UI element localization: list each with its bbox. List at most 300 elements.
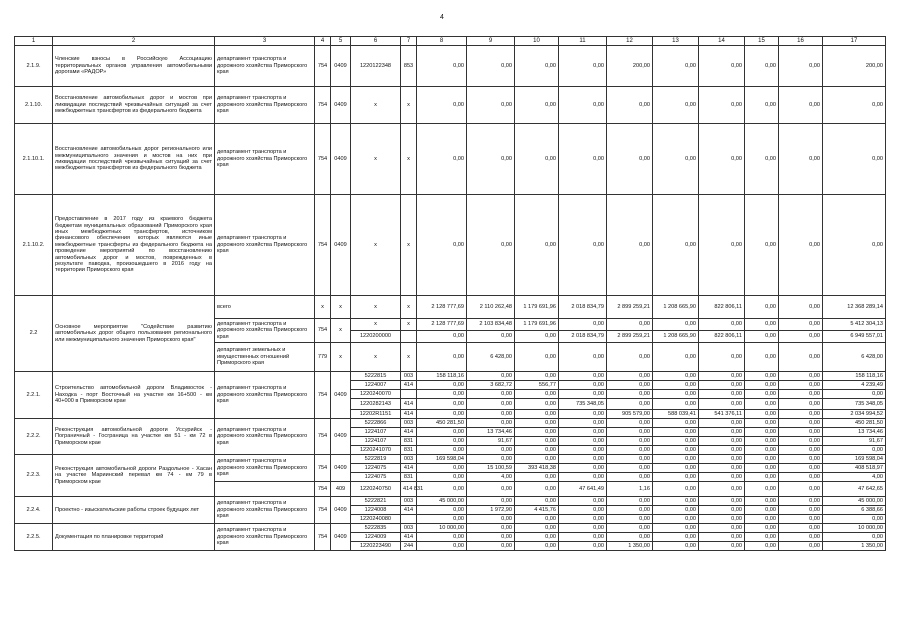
- amount-cell: 0,00: [607, 473, 653, 482]
- owner-department: департамент земельных и имущественных отношений Приморского края: [215, 343, 315, 372]
- total-amount: 13 734,46: [823, 428, 886, 437]
- total-amount: 0,00: [823, 124, 886, 195]
- target-article-code: 1220241070: [351, 446, 401, 455]
- ministry-code: 754: [315, 87, 331, 124]
- amount-cell: 0,00: [653, 533, 699, 542]
- amount-cell: 0,00: [653, 473, 699, 482]
- section-code: x: [331, 343, 351, 372]
- amount-cell: 0,00: [515, 372, 559, 381]
- item-name: Восстановление автомобильных дорог и мостов при ликвидации последствий чрезвычайных ситуаций за счет межбюджетных трансфертов из федерального бюджета: [53, 87, 215, 124]
- expense-type-code: 853: [401, 46, 417, 87]
- amount-cell: 0,00: [515, 542, 559, 551]
- amount-cell: 0,00: [653, 195, 699, 296]
- amount-cell: 0,00: [607, 506, 653, 515]
- total-amount: 0,00: [823, 87, 886, 124]
- amount-cell: 0,00: [515, 331, 559, 343]
- expense-type-code: 244: [401, 542, 417, 551]
- item-number: 2.1.10.1.: [15, 124, 53, 195]
- ministry-code: 754: [315, 319, 331, 343]
- amount-cell: 0,00: [417, 87, 467, 124]
- amount-cell: 0,00: [745, 515, 779, 524]
- owner-department: департамент транспорта и дорожного хозяйства Приморского края: [215, 87, 315, 124]
- amount-cell: 0,00: [515, 428, 559, 437]
- amount-cell: 0,00: [607, 464, 653, 473]
- amount-cell: 0,00: [653, 124, 699, 195]
- total-amount: 6 428,00: [823, 343, 886, 372]
- amount-cell: 0,00: [779, 515, 823, 524]
- amount-cell: 0,00: [559, 464, 607, 473]
- amount-cell: 0,00: [745, 319, 779, 331]
- amount-cell: 0,00: [417, 195, 467, 296]
- amount-cell: 0,00: [417, 46, 467, 87]
- amount-cell: 0,00: [559, 437, 607, 446]
- amount-cell: 0,00: [779, 542, 823, 551]
- owner-department: департамент транспорта и дорожного хозяйства Приморского края: [215, 195, 315, 296]
- section-code: 409: [331, 482, 351, 497]
- amount-cell: 0,00: [515, 497, 559, 506]
- total-amount: 6 949 557,01: [823, 331, 886, 343]
- amount-cell: 0,00: [515, 124, 559, 195]
- amount-cell: 0,00: [515, 410, 559, 419]
- amount-cell: 0,00: [607, 419, 653, 428]
- amount-cell: 0,00: [745, 372, 779, 381]
- amount-cell: 0,00: [779, 399, 823, 410]
- amount-cell: 0,00: [699, 515, 745, 524]
- amount-cell: 0,00: [467, 124, 515, 195]
- amount-cell: 0,00: [607, 195, 653, 296]
- owner-department: департамент транспорта и дорожного хозяйства Приморского края: [215, 455, 315, 482]
- amount-cell: 0,00: [417, 464, 467, 473]
- target-article-code: 5222821: [351, 497, 401, 506]
- target-article-code: 1220240080: [351, 515, 401, 524]
- amount-cell: 0,00: [559, 524, 607, 533]
- amount-cell: 0,00: [779, 524, 823, 533]
- total-amount: 2 034 994,52: [823, 410, 886, 419]
- target-article-code: 1220200000: [351, 331, 401, 343]
- amount-cell: 0,00: [467, 195, 515, 296]
- amount-cell: 0,00: [745, 455, 779, 464]
- amount-cell: 0,00: [779, 195, 823, 296]
- amount-cell: 91,67: [467, 437, 515, 446]
- table-row: [15, 524, 886, 533]
- amount-cell: 0,00: [607, 497, 653, 506]
- ministry-code: 754: [315, 497, 331, 524]
- amount-cell: 0,00: [515, 455, 559, 464]
- amount-cell: 0,00: [653, 87, 699, 124]
- amount-cell: 0,00: [699, 506, 745, 515]
- amount-cell: 0,00: [607, 455, 653, 464]
- amount-cell: 0,00: [559, 428, 607, 437]
- owner-department: всего: [215, 296, 315, 319]
- expense-type-code: 003: [401, 455, 417, 464]
- amount-cell: 2 899 259,21: [607, 331, 653, 343]
- expense-type-code: 414: [401, 410, 417, 419]
- total-amount: 45 000,00: [823, 497, 886, 506]
- amount-cell: 0,00: [515, 390, 559, 399]
- amount-cell: 0,00: [699, 464, 745, 473]
- target-article-code: 1220223490: [351, 542, 401, 551]
- column-number: 15: [745, 37, 779, 46]
- amount-cell: 0,00: [559, 195, 607, 296]
- amount-cell: 0,00: [653, 464, 699, 473]
- total-amount: 408 518,97: [823, 464, 886, 473]
- column-number: 6: [351, 37, 401, 46]
- amount-cell: 2 128 777,69: [417, 296, 467, 319]
- amount-cell: 0,00: [779, 506, 823, 515]
- expense-type-code: 414: [401, 533, 417, 542]
- expense-type-code: x: [401, 343, 417, 372]
- amount-cell: 0,00: [779, 87, 823, 124]
- table-row: [15, 296, 886, 319]
- expense-type-code: 831: [401, 473, 417, 482]
- amount-cell: 0,00: [779, 473, 823, 482]
- amount-cell: 0,00: [559, 533, 607, 542]
- table-row: [15, 87, 886, 124]
- amount-cell: 0,00: [779, 343, 823, 372]
- target-article-code: 1220282143: [351, 399, 401, 410]
- amount-cell: 0,00: [559, 87, 607, 124]
- table-row: [15, 455, 886, 464]
- amount-cell: 0,00: [779, 410, 823, 419]
- amount-cell: 0,00: [467, 533, 515, 542]
- amount-cell: 0,00: [559, 319, 607, 331]
- budget-table: [14, 36, 886, 551]
- item-name: Строительство автомобильной дороги Владивосток - Находка - порт Восточный на участке км 16+500 - км 40+000 в Приморском крае: [53, 372, 215, 419]
- amount-cell: 0,00: [417, 124, 467, 195]
- amount-cell: 0,00: [467, 399, 515, 410]
- amount-cell: 0,00: [559, 410, 607, 419]
- amount-cell: 2 103 834,48: [467, 319, 515, 331]
- ministry-code: 754: [315, 124, 331, 195]
- amount-cell: 0,00: [607, 87, 653, 124]
- amount-cell: 0,00: [559, 473, 607, 482]
- amount-cell: 0,00: [779, 372, 823, 381]
- column-number-row: [15, 37, 886, 46]
- owner-department: департамент транспорта и дорожного хозяйства Приморского края: [215, 46, 315, 87]
- amount-cell: 0,00: [467, 455, 515, 464]
- amount-cell: 0,00: [699, 542, 745, 551]
- amount-cell: 6 428,00: [467, 343, 515, 372]
- owner-department: [215, 482, 315, 497]
- amount-cell: 0,00: [515, 524, 559, 533]
- amount-cell: 0,00: [745, 533, 779, 542]
- total-amount: 4 239,49: [823, 381, 886, 390]
- amount-cell: 0,00: [515, 87, 559, 124]
- amount-cell: 0,00: [467, 46, 515, 87]
- amount-cell: 0,00: [779, 533, 823, 542]
- amount-cell: 0,00: [417, 399, 467, 410]
- amount-cell: 0,00: [779, 331, 823, 343]
- column-number: 1: [15, 37, 53, 46]
- target-article-code: 5222866: [351, 419, 401, 428]
- table-row: [15, 372, 886, 381]
- amount-cell: 0,00: [699, 419, 745, 428]
- amount-cell: 393 418,38: [515, 464, 559, 473]
- amount-cell: 13 734,46: [467, 428, 515, 437]
- column-number: 14: [699, 37, 745, 46]
- amount-cell: 0,00: [745, 343, 779, 372]
- amount-cell: 0,00: [467, 497, 515, 506]
- expense-type-code: 414: [401, 428, 417, 437]
- amount-cell: 0,00: [699, 473, 745, 482]
- item-number: 2.1.10.2.: [15, 195, 53, 296]
- amount-cell: 0,00: [779, 296, 823, 319]
- amount-cell: 0,00: [745, 506, 779, 515]
- amount-cell: 0,00: [779, 124, 823, 195]
- amount-cell: 1 208 665,90: [653, 331, 699, 343]
- amount-cell: 822 806,11: [699, 331, 745, 343]
- table-row: [15, 497, 886, 506]
- amount-cell: 0,00: [699, 437, 745, 446]
- amount-cell: 0,00: [417, 381, 467, 390]
- column-number: 11: [559, 37, 607, 46]
- amount-cell: 0,00: [467, 524, 515, 533]
- total-amount: 0,00: [823, 533, 886, 542]
- total-amount: 47 642,65: [823, 482, 886, 497]
- table-row: [15, 419, 886, 428]
- amount-cell: 0,00: [559, 419, 607, 428]
- amount-cell: 0,00: [699, 399, 745, 410]
- section-code: 0409: [331, 455, 351, 482]
- amount-cell: 0,00: [699, 446, 745, 455]
- expense-type-code: 831: [401, 437, 417, 446]
- amount-cell: 0,00: [699, 87, 745, 124]
- target-article-code: 1220240070: [351, 390, 401, 399]
- amount-cell: 0,00: [515, 515, 559, 524]
- amount-cell: 0,00: [417, 410, 467, 419]
- amount-cell: 0,00: [515, 482, 559, 497]
- amount-cell: 10 000,00: [417, 524, 467, 533]
- item-number: 2.1.10.: [15, 87, 53, 124]
- item-number: 2.2: [15, 296, 53, 372]
- amount-cell: 0,00: [699, 428, 745, 437]
- amount-cell: 0,00: [779, 319, 823, 331]
- amount-cell: 588 039,41: [653, 410, 699, 419]
- ministry-code: 754: [315, 195, 331, 296]
- amount-cell: 0,00: [653, 319, 699, 331]
- expense-type-code: 414: [401, 506, 417, 515]
- amount-cell: 0,00: [559, 372, 607, 381]
- item-name: Членские взносы в Российскую Ассоциацию территориальных органов управления автомобильными дорогами «РАДОР»: [53, 46, 215, 87]
- amount-cell: 200,00: [607, 46, 653, 87]
- amount-cell: 0,00: [699, 497, 745, 506]
- section-code: x: [331, 319, 351, 343]
- total-amount: 0,00: [823, 515, 886, 524]
- expense-type-code: [401, 390, 417, 399]
- amount-cell: 15 100,59: [467, 464, 515, 473]
- total-amount: 0,00: [823, 390, 886, 399]
- amount-cell: 0,00: [417, 446, 467, 455]
- amount-cell: 0,00: [607, 437, 653, 446]
- amount-cell: 0,00: [745, 482, 779, 497]
- amount-cell: 0,00: [417, 390, 467, 399]
- target-article-code: 5222819: [351, 455, 401, 464]
- column-number: 10: [515, 37, 559, 46]
- item-name: Документация по планировке территорий: [53, 524, 215, 551]
- amount-cell: 0,00: [779, 482, 823, 497]
- amount-cell: 0,00: [607, 319, 653, 331]
- total-amount: 169 598,04: [823, 455, 886, 464]
- amount-cell: 158 118,16: [417, 372, 467, 381]
- amount-cell: 45 000,00: [417, 497, 467, 506]
- expense-type-code: x: [401, 319, 417, 331]
- column-number: 3: [215, 37, 315, 46]
- item-name: Восстановление автомобильных дорог регионального или межмуниципального значения и мостов на них при ликвидации последствий чрезвычайных ситуаций за счет межбюджетных трансфертов из федерального бюджета: [53, 124, 215, 195]
- amount-cell: 0,00: [607, 343, 653, 372]
- amount-cell: 3 682,72: [467, 381, 515, 390]
- expense-type-code: x: [401, 195, 417, 296]
- amount-cell: 0,00: [515, 533, 559, 542]
- expense-type-code: 414: [401, 464, 417, 473]
- amount-cell: 0,00: [559, 497, 607, 506]
- amount-cell: 0,00: [515, 46, 559, 87]
- expense-type-code: 003: [401, 524, 417, 533]
- amount-cell: 0,00: [417, 331, 467, 343]
- amount-cell: 0,00: [417, 473, 467, 482]
- item-number: 2.2.2.: [15, 419, 53, 455]
- amount-cell: 0,00: [653, 437, 699, 446]
- amount-cell: 0,00: [559, 515, 607, 524]
- amount-cell: 0,00: [515, 343, 559, 372]
- amount-cell: 0,00: [653, 390, 699, 399]
- amount-cell: 0,00: [745, 46, 779, 87]
- amount-cell: 1 208 665,90: [653, 296, 699, 319]
- total-amount: 4,00: [823, 473, 886, 482]
- total-amount: 5 412 304,13: [823, 319, 886, 331]
- amount-cell: 0,00: [417, 533, 467, 542]
- target-article-code: 5222815: [351, 372, 401, 381]
- amount-cell: 0,00: [417, 437, 467, 446]
- amount-cell: 0,00: [607, 399, 653, 410]
- amount-cell: 0,00: [745, 419, 779, 428]
- amount-cell: 0,00: [607, 390, 653, 399]
- owner-department: департамент транспорта и дорожного хозяйства Приморского края: [215, 497, 315, 524]
- section-code: 0409: [331, 524, 351, 551]
- amount-cell: 0,00: [699, 46, 745, 87]
- amount-cell: 0,00: [745, 390, 779, 399]
- amount-cell: 0,00: [467, 372, 515, 381]
- amount-cell: 0,00: [559, 46, 607, 87]
- target-article-code: 1224007: [351, 381, 401, 390]
- amount-cell: 0,00: [607, 446, 653, 455]
- expense-type-code: 414 831: [401, 482, 417, 497]
- amount-cell: 0,00: [745, 195, 779, 296]
- amount-cell: 0,00: [745, 497, 779, 506]
- item-name: Основное мероприятие "Содействие развитию автомобильных дорог общего пользования регионального или межмуниципального значения Приморского края": [53, 296, 215, 372]
- amount-cell: 0,00: [559, 542, 607, 551]
- target-article-code: 1224075: [351, 473, 401, 482]
- ministry-code: 754: [315, 482, 331, 497]
- target-article-code: 1224107: [351, 428, 401, 437]
- amount-cell: 0,00: [417, 542, 467, 551]
- section-code: 0409: [331, 419, 351, 455]
- item-name: Предоставление в 2017 году из краевого бюджета бюджетам муниципальных образований Приморского края иных межбюджетных трансфертов, источником финансового обеспечения которых являются иные межбюджетные трансферты из федерального бюджета на проведение мероприятий по восстановлению автомобильных дорог и мостов, поврежденных в результате паводка, произошедшего в 2016 году на территории Приморского края: [53, 195, 215, 296]
- amount-cell: 0,00: [745, 399, 779, 410]
- amount-cell: 0,00: [699, 124, 745, 195]
- table-row: [15, 195, 886, 296]
- amount-cell: 0,00: [653, 428, 699, 437]
- amount-cell: 0,00: [779, 497, 823, 506]
- amount-cell: 0,00: [745, 410, 779, 419]
- amount-cell: 0,00: [699, 455, 745, 464]
- column-number: 5: [331, 37, 351, 46]
- amount-cell: 0,00: [417, 515, 467, 524]
- amount-cell: 0,00: [779, 455, 823, 464]
- page-number: 4: [440, 14, 444, 21]
- section-code: 0409: [331, 372, 351, 419]
- column-number: 8: [417, 37, 467, 46]
- target-article-code: 1224107: [351, 437, 401, 446]
- target-article-code: x: [351, 124, 401, 195]
- total-amount: 12 368 289,14: [823, 296, 886, 319]
- amount-cell: 0,00: [467, 410, 515, 419]
- item-name: Проектно - изыскательские работы строек будущих лет: [53, 497, 215, 524]
- amount-cell: 0,00: [417, 482, 467, 497]
- amount-cell: 0,00: [745, 331, 779, 343]
- expense-type-code: 003: [401, 497, 417, 506]
- amount-cell: 0,00: [607, 515, 653, 524]
- amount-cell: 0,00: [559, 506, 607, 515]
- ministry-code: 754: [315, 455, 331, 482]
- amount-cell: 0,00: [745, 524, 779, 533]
- amount-cell: 2 018 834,79: [559, 296, 607, 319]
- amount-cell: 0,00: [653, 399, 699, 410]
- expense-type-code: 831: [401, 446, 417, 455]
- section-code: 0409: [331, 124, 351, 195]
- target-article-code: 1220240750: [351, 482, 401, 497]
- section-code: 0409: [331, 87, 351, 124]
- amount-cell: 0,00: [699, 524, 745, 533]
- total-amount: 450 281,50: [823, 419, 886, 428]
- amount-cell: 0,00: [653, 506, 699, 515]
- expense-type-code: [401, 515, 417, 524]
- amount-cell: 0,00: [653, 497, 699, 506]
- column-number: 17: [823, 37, 886, 46]
- amount-cell: 0,00: [699, 319, 745, 331]
- expense-type-code: [401, 331, 417, 343]
- item-number: 2.1.9.: [15, 46, 53, 87]
- amount-cell: 2 128 777,69: [417, 319, 467, 331]
- total-amount: 0,00: [823, 446, 886, 455]
- amount-cell: 0,00: [779, 428, 823, 437]
- amount-cell: 0,00: [653, 46, 699, 87]
- amount-cell: 0,00: [653, 515, 699, 524]
- column-number: 2: [53, 37, 215, 46]
- column-number: 13: [653, 37, 699, 46]
- amount-cell: 0,00: [745, 437, 779, 446]
- ministry-code: 779: [315, 343, 331, 372]
- expense-type-code: 003: [401, 419, 417, 428]
- amount-cell: 0,00: [467, 390, 515, 399]
- amount-cell: 1 179 691,96: [515, 296, 559, 319]
- amount-cell: 0,00: [607, 381, 653, 390]
- amount-cell: 0,00: [699, 195, 745, 296]
- amount-cell: 0,00: [745, 473, 779, 482]
- amount-cell: 0,00: [745, 428, 779, 437]
- amount-cell: 0,00: [417, 343, 467, 372]
- amount-cell: 0,00: [653, 372, 699, 381]
- amount-cell: 0,00: [745, 381, 779, 390]
- section-code: x: [331, 296, 351, 319]
- amount-cell: 0,00: [745, 87, 779, 124]
- amount-cell: 0,00: [467, 87, 515, 124]
- amount-cell: 0,00: [745, 124, 779, 195]
- item-name: Реконструкция автомобильной дороги Раздольное - Хасан на участке Мариинский перевал км 74 - км 79 в Приморском крае: [53, 455, 215, 497]
- column-number: 7: [401, 37, 417, 46]
- table-row: [15, 46, 886, 87]
- owner-department: департамент транспорта и дорожного хозяйства Приморского края: [215, 372, 315, 419]
- target-article-code: x: [351, 87, 401, 124]
